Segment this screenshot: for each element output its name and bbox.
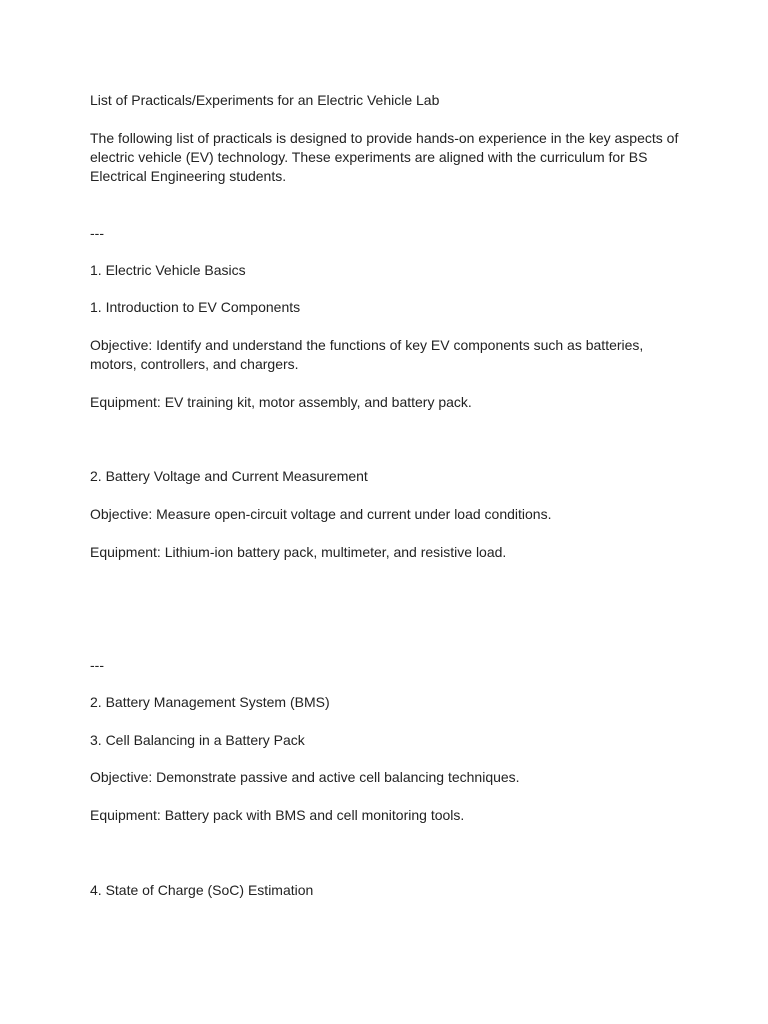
document-title: List of Practicals/Experiments for an Electric Vehicle Lab — [90, 92, 440, 108]
intro-paragraph: The following list of practicals is designed to provide hands-on experience in the key aspects of electric vehicle (EV) technology. These experiments are aligned with the curriculum for BS Electrical Engineering students. — [90, 130, 679, 184]
practical-objective: Objective: Measure open-circuit voltage and current under load conditions. — [90, 506, 552, 522]
practical-equipment: Equipment: EV training kit, motor assembly, and battery pack. — [90, 394, 472, 410]
practical-title: 2. Battery Voltage and Current Measurement — [90, 468, 368, 484]
section-heading: 2. Battery Management System (BMS) — [90, 694, 330, 710]
separator: --- — [90, 657, 104, 673]
practical-title: 1. Introduction to EV Components — [90, 299, 301, 315]
practical-objective: Objective: Demonstrate passive and active cell balancing techniques. — [90, 769, 520, 785]
practical-title: 3. Cell Balancing in a Battery Pack — [90, 732, 305, 748]
practical-equipment: Equipment: Battery pack with BMS and cell monitoring tools. — [90, 807, 465, 823]
practical-title: 4. State of Charge (SoC) Estimation — [90, 882, 314, 898]
practical-equipment: Equipment: Lithium-ion battery pack, multimeter, and resistive load. — [90, 544, 507, 560]
practical-objective: Objective: Identify and understand the functions of key EV components such as batteries, motors, controllers, and chargers. — [90, 337, 644, 372]
section-heading: 1. Electric Vehicle Basics — [90, 262, 246, 278]
separator: --- — [90, 225, 104, 241]
